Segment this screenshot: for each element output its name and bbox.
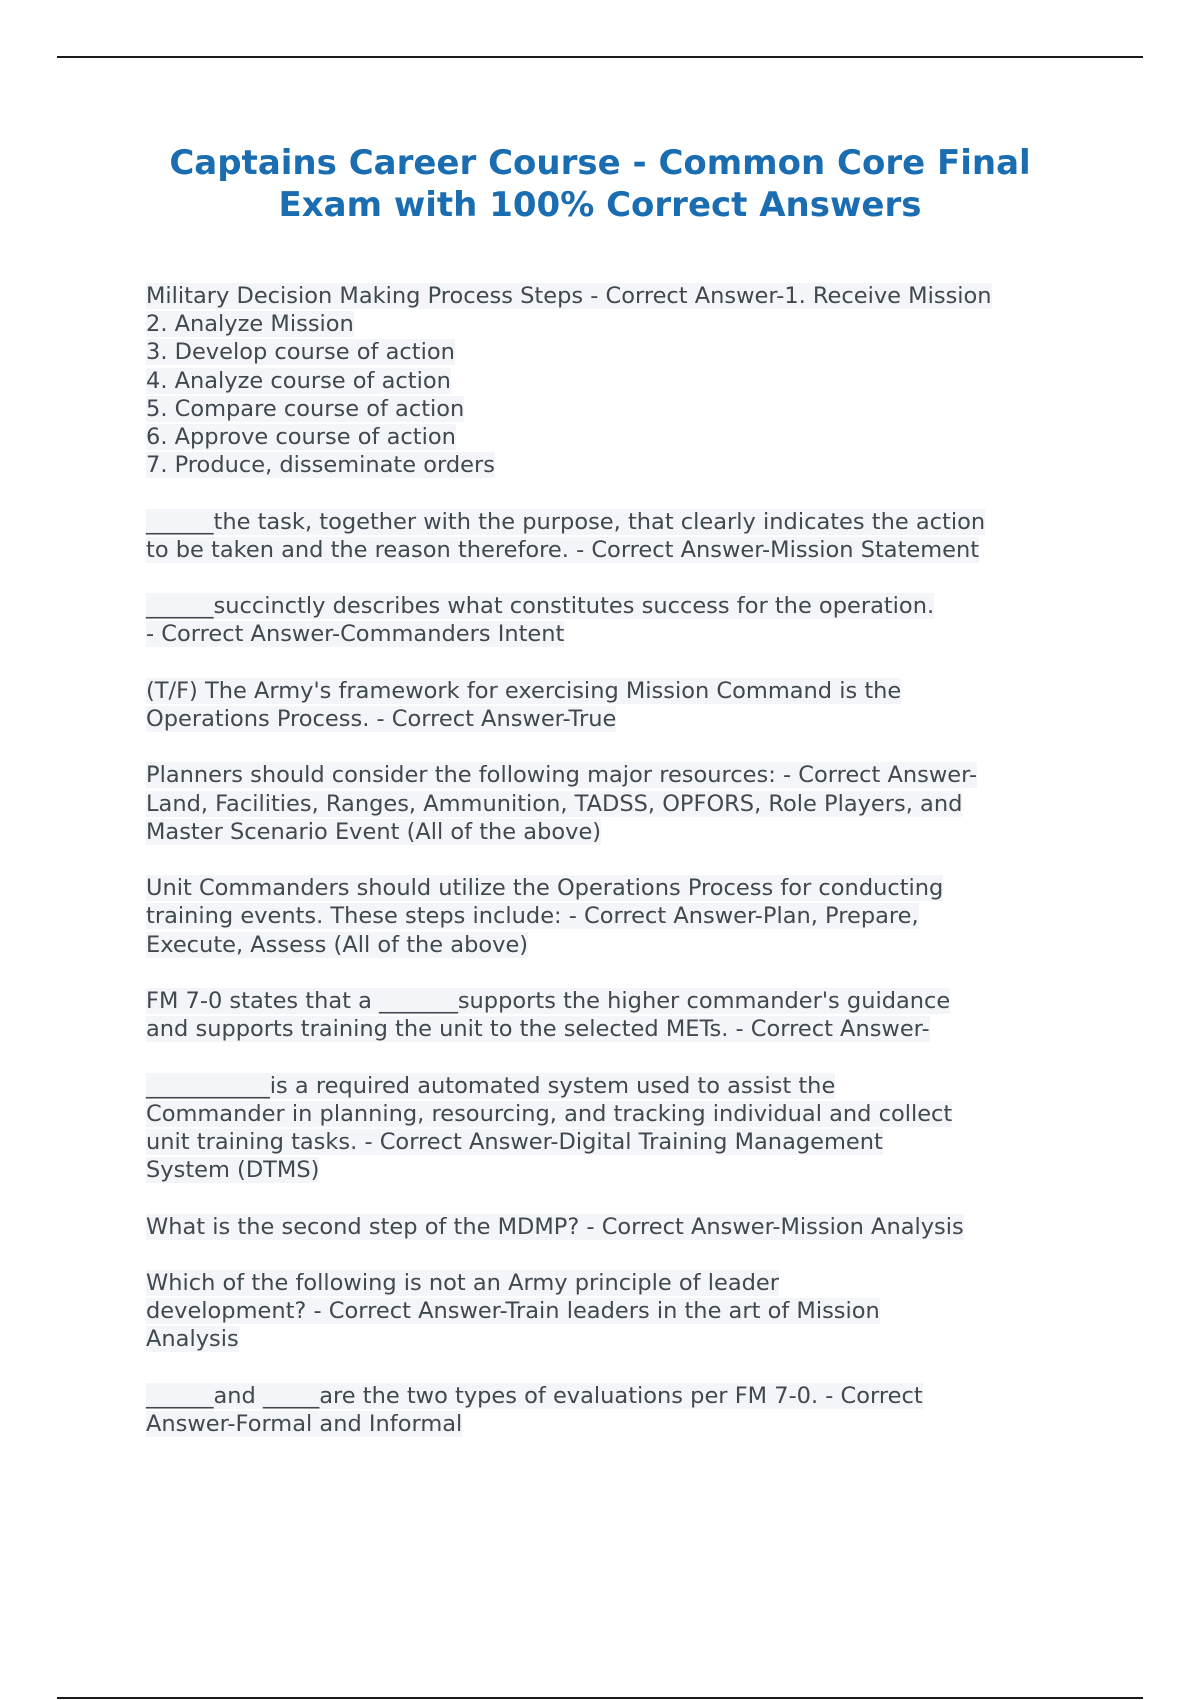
qa-line-text: development? - Correct Answer-Train leaders in the art of Mission — [146, 1298, 880, 1325]
qa-line-text: 2. Analyze Mission — [146, 311, 354, 338]
qa-line-text: 3. Develop course of action — [146, 339, 455, 366]
qa-line-text: Planners should consider the following major resources: - Correct Answer- — [146, 762, 978, 789]
qa-line-text: ______and _____are the two types of evaluations per FM 7-0. - Correct — [146, 1382, 923, 1409]
qa-line-text: ______succinctly describes what constitutes success for the operation. — [146, 593, 935, 620]
qa-line-text: Operations Process. - Correct Answer-True — [146, 706, 617, 732]
qa-line-text: What is the second step of the MDMP? - Correct Answer-Mission Analysis — [146, 1213, 964, 1240]
qa-line-text: unit training tasks. - Correct Answer-Digital Training Management — [146, 1128, 883, 1155]
bottom-rule — [57, 1697, 1143, 1699]
qa-line — [146, 1015, 1066, 1043]
qa-line — [146, 1269, 1066, 1297]
title-line-1: Captains Career Course - Common Core Final — [169, 143, 1031, 183]
qa-line-text: Master Scenario Event (All of the above) — [146, 818, 602, 845]
qa-line — [146, 987, 1066, 1015]
qa-line-text: System (DTMS) — [146, 1157, 320, 1184]
qa-line — [146, 367, 1066, 395]
qa-item — [146, 282, 1066, 479]
qa-line — [146, 508, 1066, 536]
qa-line — [146, 1410, 1066, 1438]
qa-item — [146, 508, 1066, 564]
qa-line-text: 7. Produce, disseminate orders — [146, 452, 495, 479]
qa-line-text: Commander in planning, resourcing, and tracking individual and collect — [146, 1100, 953, 1127]
qa-line — [146, 310, 1066, 338]
qa-line-text: Land, Facilities, Ranges, Ammunition, TADSS, OPFORS, Role Players, and — [146, 790, 963, 817]
qa-line-text: 4. Analyze course of action — [146, 367, 451, 394]
qa-line — [146, 1213, 1066, 1241]
qa-line — [146, 536, 1066, 564]
qa-item — [146, 677, 1066, 733]
qa-line-text: 5. Compare course of action — [146, 395, 465, 422]
qa-item — [146, 874, 1066, 959]
qa-line — [146, 1382, 1066, 1410]
qa-line — [146, 451, 1066, 479]
qa-line — [146, 1156, 1066, 1184]
qa-line-text: and supports training the unit to the selected METs. - Correct Answer- — [146, 1016, 930, 1043]
qa-line — [146, 395, 1066, 423]
qa-item — [146, 592, 1066, 648]
qa-line-text: (T/F) The Army's framework for exercising Mission Command is the — [146, 677, 902, 704]
qa-item — [146, 1382, 1066, 1438]
qa-line-text: - Correct Answer-Commanders Intent — [146, 621, 565, 648]
qa-line-text: Execute, Assess (All of the above) — [146, 931, 529, 958]
qa-line — [146, 874, 1066, 902]
qa-line — [146, 902, 1066, 930]
qa-line — [146, 1325, 1066, 1353]
qa-line-text: FM 7-0 states that a _______supports the higher commander's guidance — [146, 987, 951, 1014]
qa-line — [146, 423, 1066, 451]
qa-item — [146, 1072, 1066, 1185]
qa-line — [146, 338, 1066, 366]
qa-line-text: to be taken and the reason therefore. - Correct Answer-Mission Statement — [146, 536, 980, 563]
qa-line-text: ______the task, together with the purpose, that clearly indicates the action — [146, 508, 986, 535]
qa-list — [146, 282, 1066, 1466]
top-rule — [57, 56, 1143, 58]
qa-line — [146, 931, 1066, 959]
qa-line — [146, 592, 1066, 620]
qa-item — [146, 1213, 1066, 1241]
qa-item — [146, 987, 1066, 1043]
qa-line — [146, 790, 1066, 818]
title-line-2: Exam with 100% Correct Answers — [278, 185, 922, 225]
qa-line — [146, 761, 1066, 789]
qa-line-text: training events. These steps include: - Correct Answer-Plan, Prepare, — [146, 903, 919, 930]
qa-line-text: Which of the following is not an Army principle of leader — [146, 1269, 780, 1296]
qa-line-text: Answer-Formal and Informal — [146, 1410, 463, 1437]
qa-line — [146, 620, 1066, 648]
qa-line — [146, 282, 1066, 310]
qa-line-text: Unit Commanders should utilize the Operations Process for conducting — [146, 875, 944, 902]
qa-line — [146, 1072, 1066, 1100]
qa-item — [146, 761, 1066, 846]
qa-line — [146, 705, 1066, 733]
qa-line-text: Military Decision Making Process Steps - Correct Answer-1. Receive Mission — [146, 283, 992, 309]
qa-line-text: Analysis — [146, 1326, 239, 1353]
qa-line — [146, 1128, 1066, 1156]
document-title — [100, 142, 1100, 226]
qa-line — [146, 677, 1066, 705]
qa-line-text: 6. Approve course of action — [146, 424, 456, 451]
qa-item — [146, 1269, 1066, 1354]
qa-line — [146, 1100, 1066, 1128]
qa-line — [146, 818, 1066, 846]
qa-line — [146, 1297, 1066, 1325]
qa-line-text: ___________is a required automated system used to assist the — [146, 1072, 836, 1099]
